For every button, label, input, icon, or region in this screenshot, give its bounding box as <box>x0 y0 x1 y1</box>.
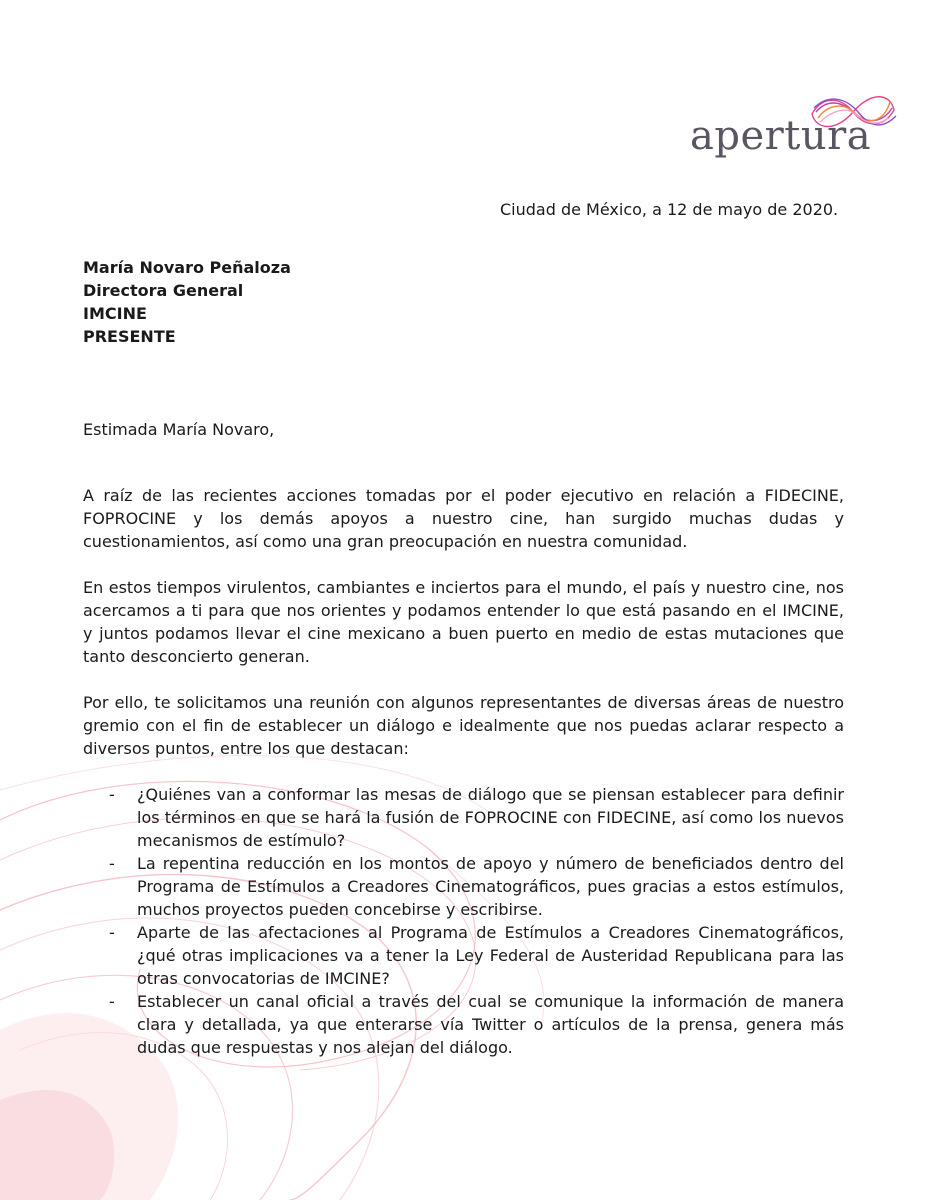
bullet-dash: - <box>109 854 115 873</box>
paragraph: Por ello, te solicitamos una reunión con algunos representantes de diversas áreas de nuestro gremio con el fin de establecer un diálogo e idealmente que nos puedas aclarar respecto a diversos puntos, entre los que destacan: <box>83 693 844 758</box>
list-item <box>83 783 844 852</box>
recipient-block <box>83 256 291 348</box>
apertura-logo <box>690 88 900 163</box>
list-item <box>83 921 844 990</box>
logo-wordmark: apertura <box>690 113 872 159</box>
recipient-presente: PRESENTE <box>83 327 176 346</box>
bullet-list <box>83 783 844 1059</box>
salutation: Estimada María Novaro, <box>83 420 275 439</box>
paragraph: A raíz de las recientes acciones tomadas por el poder ejecutivo en relación a FIDECINE, FOPROCINE y los demás apoyos a nuestro cine, han surgido muchas dudas y cuestionamientos, así como una gran preocupación en nuestra comunidad. <box>83 486 844 551</box>
recipient-name: María Novaro Peñaloza <box>83 258 291 277</box>
list-item-text: La repentina reducción en los montos de apoyo y número de beneficiados dentro del Programa de Estímulos a Creadores Cinematográficos, pues gracias a estos estímulos, muchos proyectos pueden concebirse y escribirse. <box>137 854 844 919</box>
list-item <box>83 852 844 921</box>
bullet-dash: - <box>109 923 115 942</box>
recipient-role: Directora General <box>83 281 244 300</box>
letter-date: Ciudad de México, a 12 de mayo de 2020. <box>500 200 839 219</box>
letter-body <box>83 484 844 1059</box>
paragraph: En estos tiempos virulentos, cambiantes e inciertos para el mundo, el país y nuestro cine, nos acercamos a ti para que nos orientes y podamos entender lo que está pasando en el IMCINE, y juntos podamos llevar el cine mexicano a buen puerto en medio de estas mutaciones que tanto desconcierto generan. <box>83 578 844 666</box>
list-item-text: Aparte de las afectaciones al Programa de Estímulos a Creadores Cinematográficos, ¿qué otras implicaciones va a tener la Ley Federal de Austeridad Republicana para las otras convocatorias de IMCINE? <box>137 923 844 988</box>
bullet-dash: - <box>109 785 115 804</box>
recipient-organization: IMCINE <box>83 304 147 323</box>
list-item-text: Establecer un canal oficial a través del cual se comunique la información de manera clara y detallada, ya que enterarse vía Twitter o artículos de la prensa, genera más dudas que respuestas y nos alejan del diálogo. <box>137 992 844 1057</box>
bullet-dash: - <box>109 992 115 1011</box>
list-item-text: ¿Quiénes van a conformar las mesas de diálogo que se piensan establecer para definir los términos en que se hará la fusión de FOPROCINE con FIDECINE, así como los nuevos mecanismos de estímulo? <box>137 785 844 850</box>
list-item <box>83 990 844 1059</box>
